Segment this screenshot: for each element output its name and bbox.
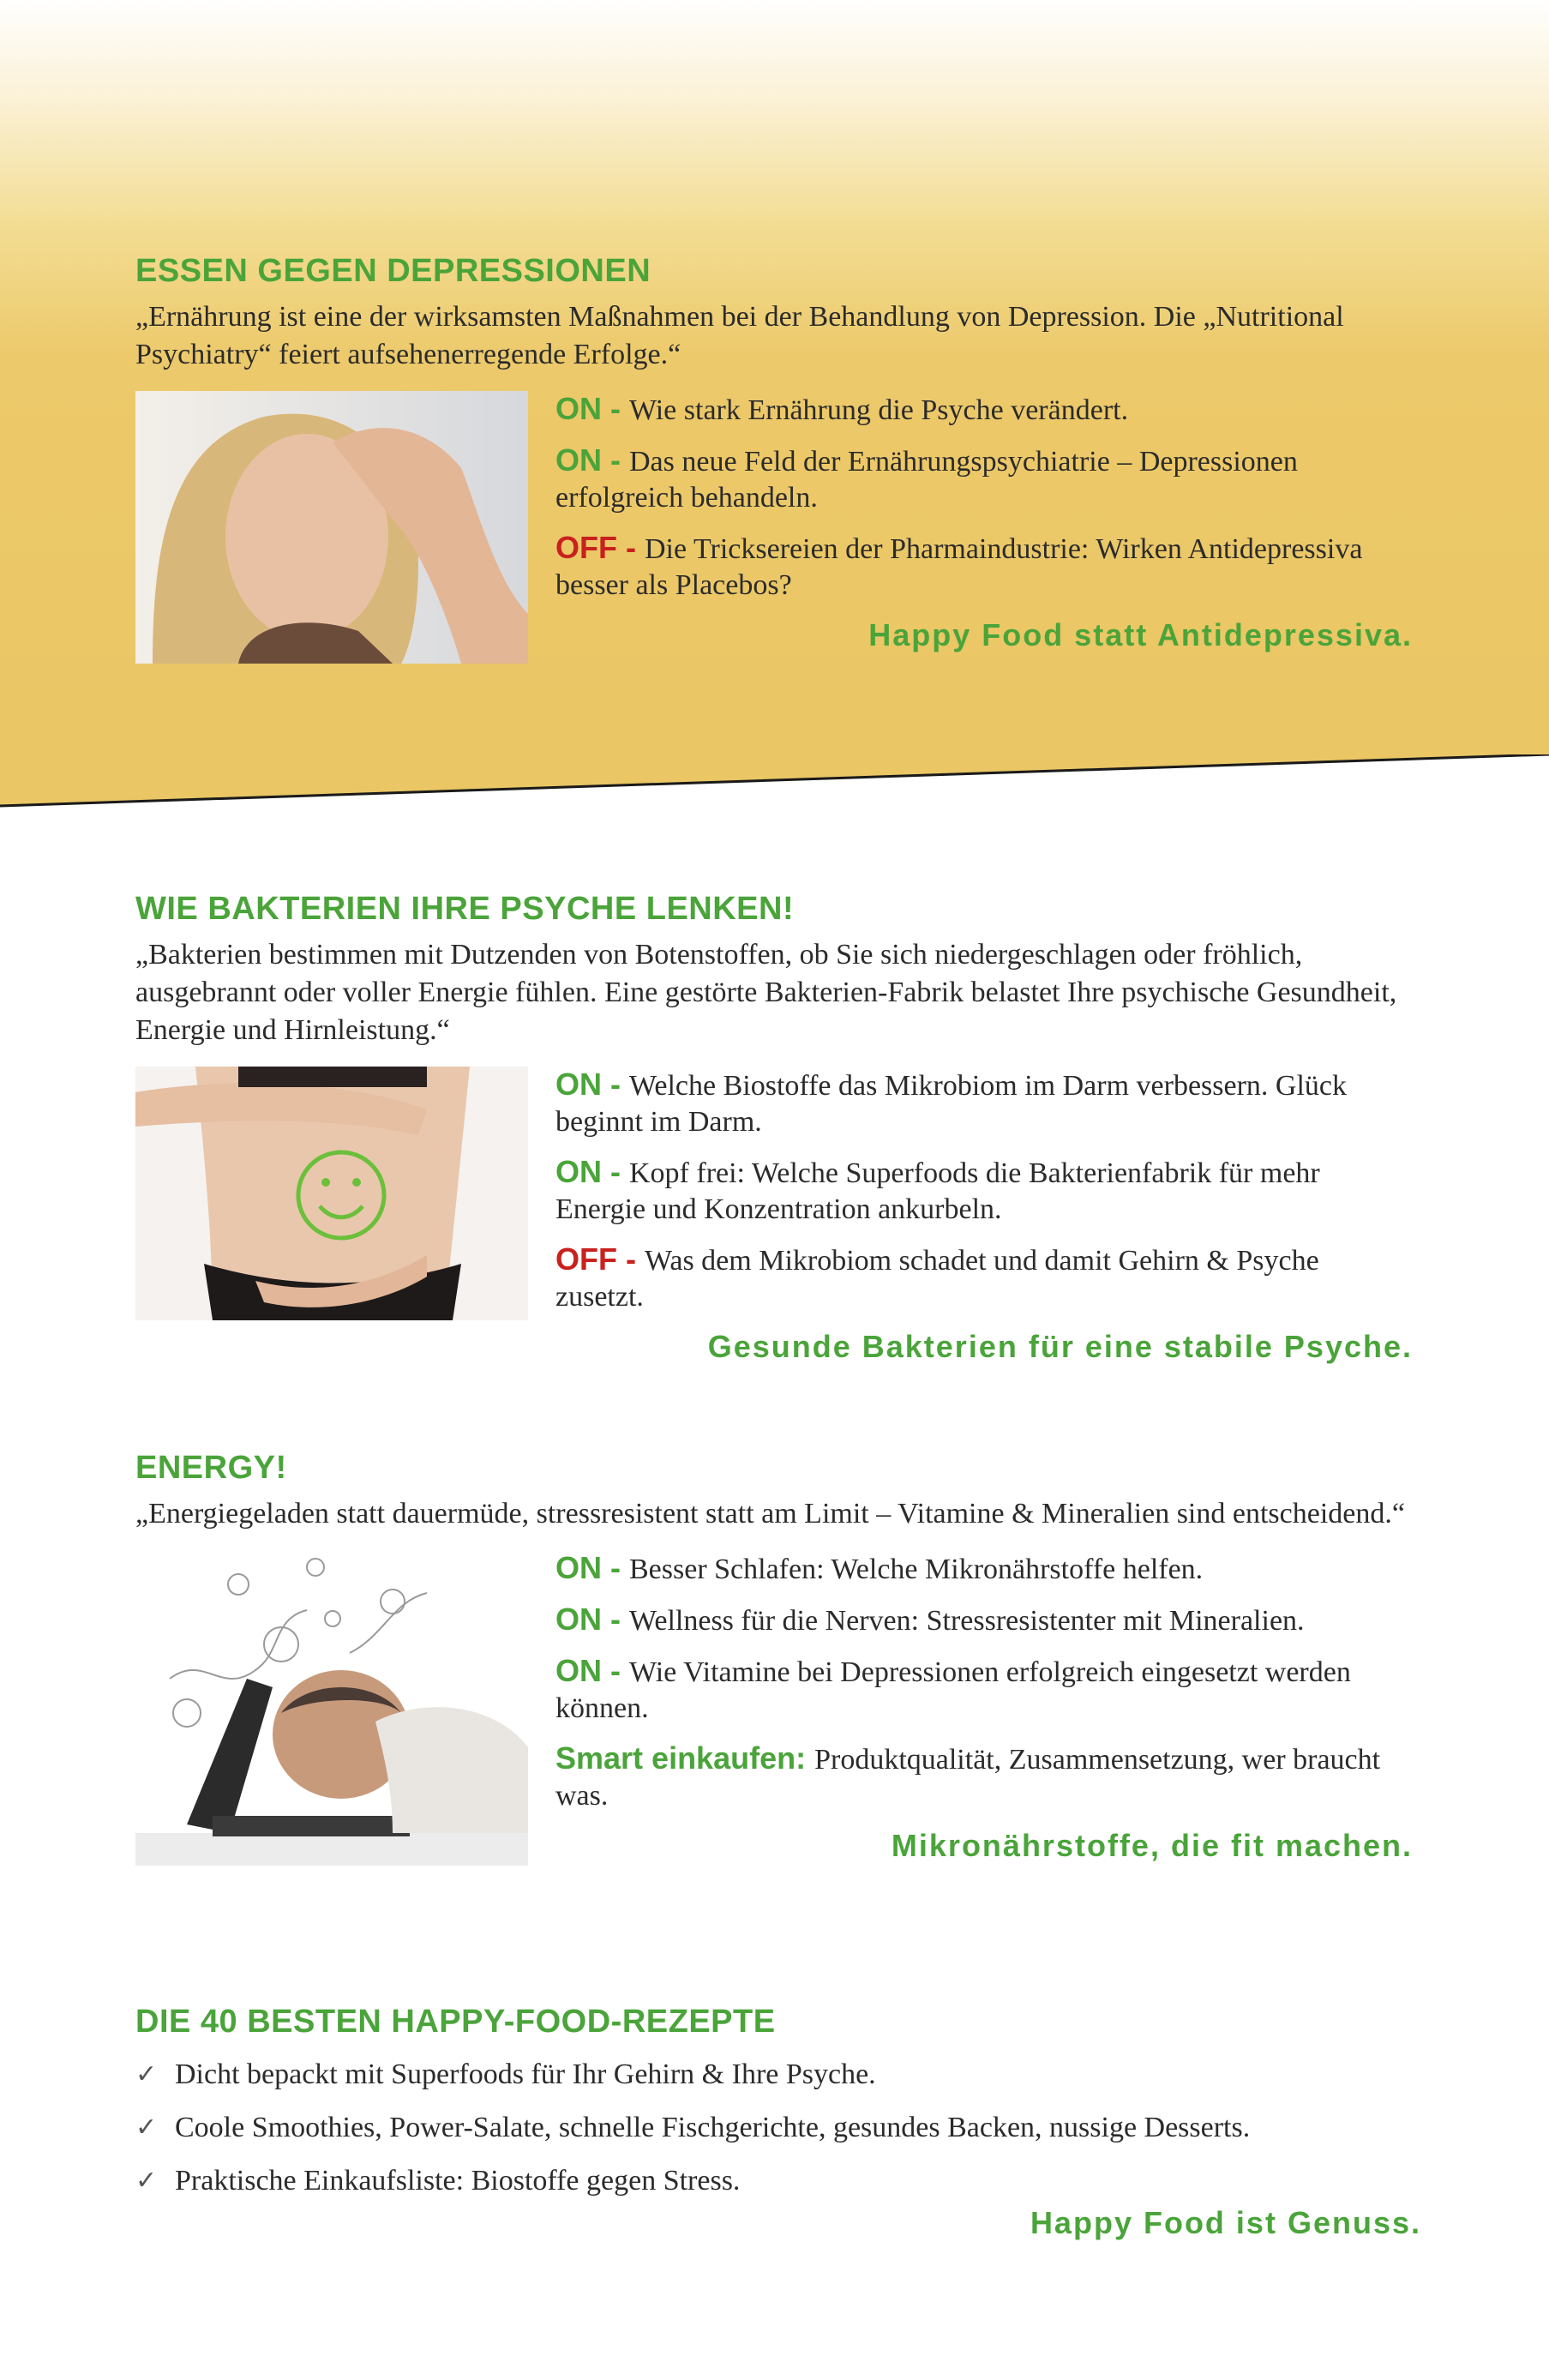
photo-belly-smiley bbox=[135, 1067, 528, 1320]
topic-item bbox=[555, 391, 1413, 429]
topic-text: Das neue Feld der Ernährungspsychiatrie – Depressionen erfolgreich behandeln. bbox=[555, 446, 1298, 514]
section-tagline: Gesunde Bakterien für eine stabile Psyche. bbox=[707, 1329, 1413, 1364]
check-icon: ✓ bbox=[135, 2113, 158, 2143]
section-recipes bbox=[135, 2001, 1421, 2241]
section-quote: „Bakterien bestimmen mit Dutzenden von Botenstoffen, ob Sie sich niedergeschlagen oder fröhlich, ausgebrannt oder voller Energie fühlen. Eine gestörte Bakterien-Fabrik belastet Ihre psychische Gesundheit, Energie und Hirnleistung.“ bbox=[135, 939, 1397, 1046]
topic-item bbox=[555, 1653, 1413, 1727]
checklist-item bbox=[135, 2056, 1421, 2094]
checklist-text: Praktische Einkaufsliste: Biostoffe gegen Stress. bbox=[175, 2165, 741, 2197]
checklist-item bbox=[135, 2162, 1421, 2200]
topic-text: Wie stark Ernährung die Psyche verändert. bbox=[629, 394, 1129, 426]
topic-item bbox=[555, 1602, 1413, 1639]
topic-text: Besser Schlafen: Welche Mikronährstoffe helfen. bbox=[629, 1554, 1204, 1585]
section-heading: ENERGY! bbox=[135, 1450, 287, 1486]
topic-list bbox=[555, 1067, 1413, 1365]
topic-list bbox=[555, 391, 1413, 653]
topic-text: Wellness für die Nerven: Stressresistenter mit Mineralien. bbox=[629, 1605, 1305, 1637]
section-tagline: Happy Food ist Genuss. bbox=[1030, 2205, 1421, 2240]
section-heading: ESSEN GEGEN DEPRESSIONEN bbox=[135, 253, 651, 289]
section-quote: „Energiegeladen statt dauermüde, stressresistent statt am Limit – Vitamine & Mineralien sind entscheidend.“ bbox=[135, 1498, 1405, 1530]
on-tag: ON - bbox=[555, 1067, 629, 1102]
topic-text: Was dem Mikrobiom schadet und damit Gehirn & Psyche zusetzt. bbox=[555, 1245, 1319, 1313]
section-tagline: Mikronährstoffe, die fit machen. bbox=[891, 1828, 1413, 1863]
check-icon: ✓ bbox=[135, 2166, 158, 2196]
on-tag: ON - bbox=[555, 391, 629, 426]
topic-text: Wie Vitamine bei Depressionen erfolgreich eingesetzt werden können. bbox=[555, 1656, 1351, 1724]
section-bacteria bbox=[135, 888, 1421, 1384]
checklist-text: Dicht bepackt mit Superfoods für Ihr Gehirn & Ihre Psyche. bbox=[175, 2058, 876, 2090]
on-tag: ON - bbox=[555, 1653, 629, 1688]
topic-item bbox=[555, 1154, 1413, 1228]
topic-text: Produktqualität, Zusammensetzung, wer braucht was. bbox=[555, 1744, 1381, 1812]
topic-text: Kopf frei: Welche Superfoods die Bakterienfabrik für mehr Energie und Konzentration ankurbeln. bbox=[555, 1157, 1320, 1225]
topic-text: Welche Biostoffe das Mikrobiom im Darm verbessern. Glück beginnt im Darm. bbox=[555, 1070, 1348, 1138]
topic-item bbox=[555, 1740, 1413, 1814]
topic-item bbox=[555, 1241, 1413, 1315]
photo-man-laptop bbox=[135, 1550, 528, 1866]
checklist-text: Coole Smoothies, Power-Salate, schnelle Fischgerichte, gesundes Backen, nussige Desserts. bbox=[175, 2112, 1251, 2143]
topic-item bbox=[555, 530, 1413, 604]
on-tag: ON - bbox=[555, 1602, 629, 1637]
checklist-item bbox=[135, 2109, 1421, 2147]
diagonal-divider bbox=[0, 754, 1549, 874]
off-tag: OFF - bbox=[555, 1241, 645, 1277]
photo-woman-headache bbox=[135, 391, 528, 664]
on-tag: ON - bbox=[555, 1154, 629, 1189]
on-tag: ON - bbox=[555, 442, 629, 478]
topic-list bbox=[555, 1550, 1413, 1864]
section-heading: WIE BAKTERIEN IHRE PSYCHE LENKEN! bbox=[135, 891, 795, 927]
section-depression bbox=[135, 250, 1421, 674]
section-quote: „Ernährung ist eine der wirksamsten Maßnahmen bei der Behandlung von Depression. Die „Nutritional Psychiatry“ feiert aufsehenerregende Erfolge.“ bbox=[135, 301, 1344, 370]
topic-text: Die Tricksereien der Pharmaindustrie: Wirken Antidepressiva besser als Placebos? bbox=[555, 533, 1363, 601]
check-icon: ✓ bbox=[135, 2059, 158, 2089]
off-tag: OFF - bbox=[555, 530, 645, 565]
smart-shopping-tag: Smart einkaufen: bbox=[555, 1740, 815, 1776]
topic-item bbox=[555, 1550, 1413, 1588]
topic-item bbox=[555, 1067, 1413, 1140]
recipe-checklist bbox=[135, 2056, 1421, 2200]
on-tag: ON - bbox=[555, 1550, 629, 1585]
topic-item bbox=[555, 442, 1413, 516]
section-energy bbox=[135, 1447, 1421, 1919]
section-tagline: Happy Food statt Antidepressiva. bbox=[868, 617, 1413, 652]
section-heading: DIE 40 BESTEN HAPPY-FOOD-REZEPTE bbox=[135, 2004, 776, 2040]
